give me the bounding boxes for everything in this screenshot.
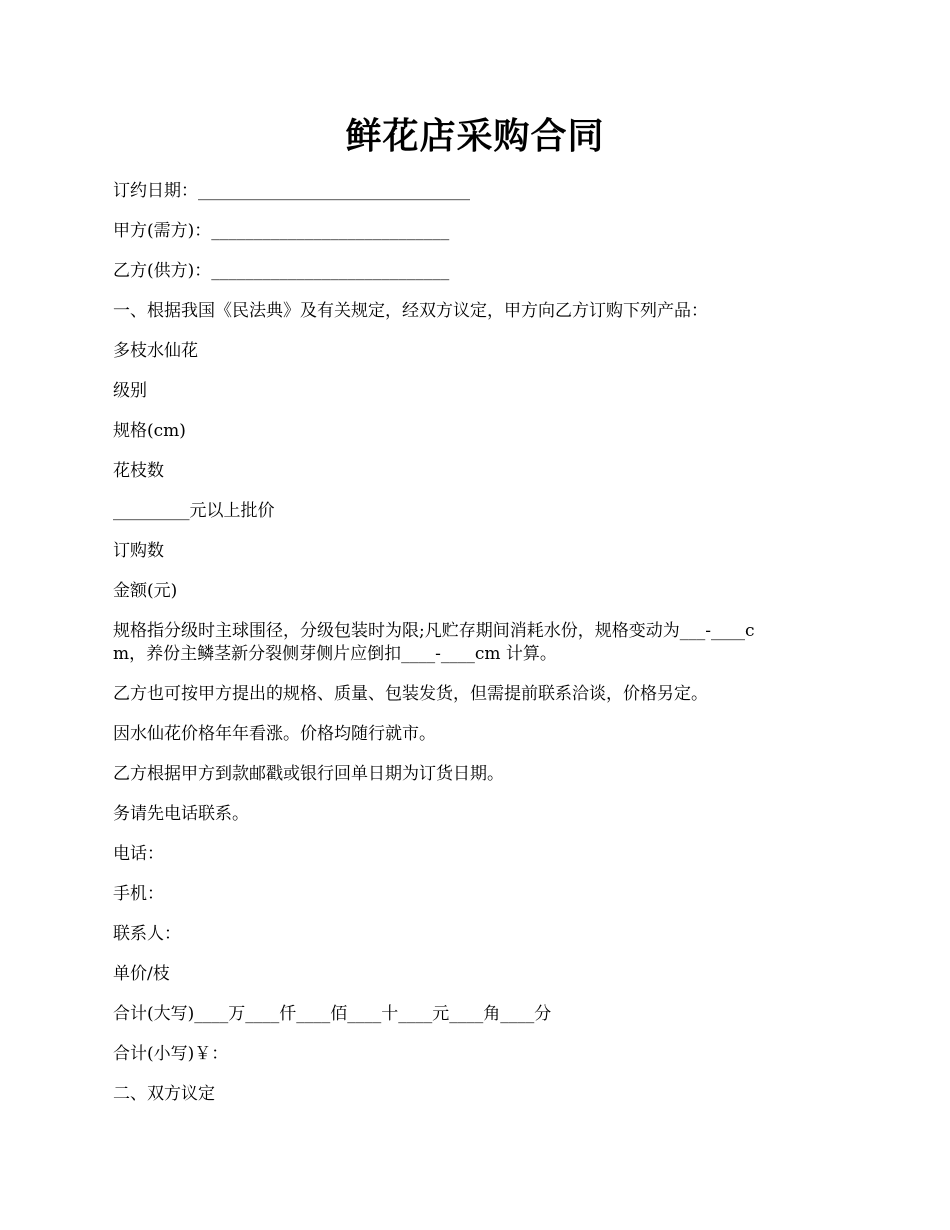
- mobile-line: 手机：: [113, 884, 164, 904]
- total-lowercase-line: 合计(小写)￥：: [113, 1044, 229, 1064]
- party-b-line: 乙方(供方)：____________________________: [113, 261, 450, 281]
- unit-price-line: 单价/枝: [113, 964, 170, 984]
- product-name-line: 多枝水仙花: [113, 341, 198, 361]
- price-note: 因水仙花价格年年看涨。价格均随行就市。: [113, 724, 436, 744]
- party-a-line: 甲方(需方)：____________________________: [113, 221, 450, 241]
- contact-first-note: 务请先电话联系。: [113, 804, 249, 824]
- wholesale-price-line: _________元以上批价: [113, 501, 275, 521]
- order-date-note: 乙方根据甲方到款邮戳或银行回单日期为订货日期。: [113, 764, 504, 784]
- custom-order-note: 乙方也可按甲方提出的规格、质量、包装发货，但需提前联系洽谈，价格另定。: [113, 684, 708, 704]
- grade-line: 级别: [113, 381, 147, 401]
- stem-count-line: 花枝数: [113, 461, 164, 481]
- clause-one-intro: 一、根据我国《民法典》及有关规定，经双方议定，甲方向乙方订购下列产品：: [113, 301, 708, 321]
- spec-line: 规格(cm): [113, 421, 186, 441]
- clause-two-heading: 二、双方议定: [113, 1084, 215, 1104]
- order-quantity-line: 订购数: [113, 541, 164, 561]
- contract-date-line: 订约日期：________________________________: [113, 181, 470, 201]
- amount-line: 金额(元): [113, 581, 178, 601]
- spec-note-paragraph: 规格指分级时主球围径，分级包装时为限;凡贮存期间消耗水份，规格变动为___-____cm，养份主鳞茎新分裂侧芽侧片应倒扣____-____cm 计算。: [113, 621, 755, 664]
- document-body: [113, 180, 773, 1123]
- total-uppercase-line: 合计(大写)____万____仟____佰____十____元____角____分: [113, 1004, 552, 1024]
- phone-line: 电话：: [113, 844, 164, 864]
- contact-person-line: 联系人：: [113, 924, 181, 944]
- document-title: 鲜花店采购合同: [345, 115, 605, 157]
